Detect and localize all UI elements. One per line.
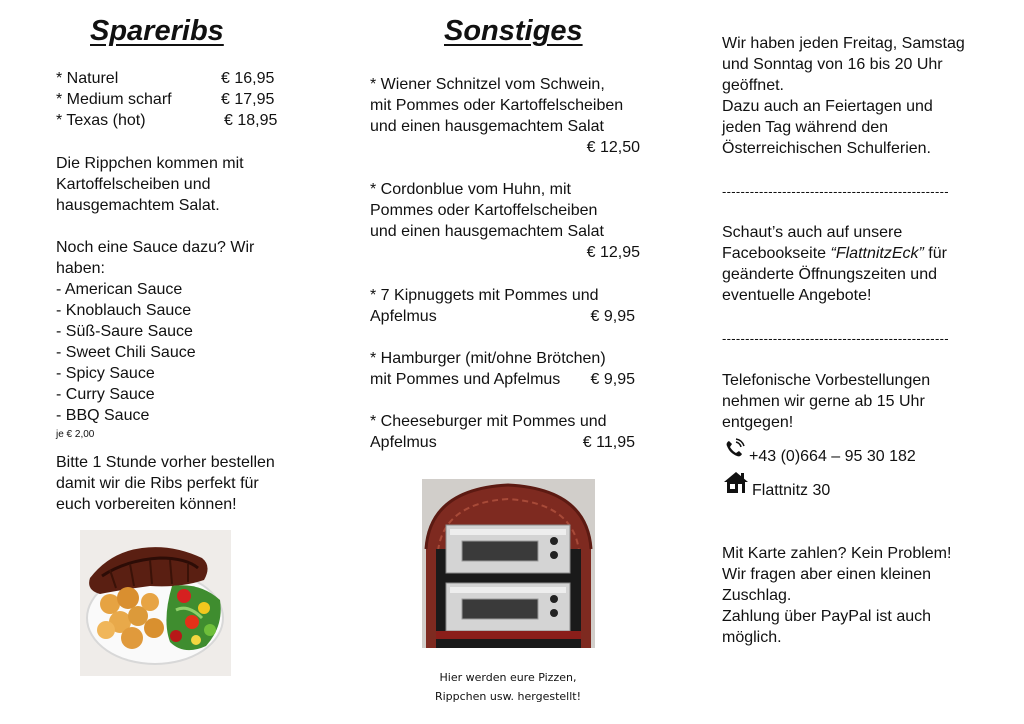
menu-item-line: mit Pommes oder Kartoffelscheiben (370, 97, 624, 114)
opening-hours-line: Österreichischen Schulferien. (722, 140, 931, 157)
menu-item-hamburger (370, 348, 635, 390)
opening-hours-line: jeden Tag während den (722, 119, 889, 136)
sauce-item: - Sweet Chili Sauce (56, 344, 196, 361)
opening-hours-line: und Sonntag von 16 bis 20 Uhr (722, 56, 943, 73)
sauce-item: - Süß-Saure Sauce (56, 323, 193, 340)
spareribs-info-line: Die Rippchen kommen mit (56, 155, 244, 172)
menu-item-line: * Wiener Schnitzel vom Schwein, (370, 76, 605, 93)
facebook-note-line: für (923, 245, 947, 262)
menu-item-price: € 9,95 (590, 308, 635, 325)
oven-caption-line: Rippchen usw. hergestellt! (434, 690, 582, 703)
menu-item-cordonblue (370, 179, 640, 263)
order-note-line: euch vorbereiten können! (56, 496, 237, 513)
order-note-line: Bitte 1 Stunde vorher bestellen (56, 454, 275, 471)
payment-note (722, 543, 951, 648)
pizza-oven-photo (422, 479, 595, 648)
menu-item-line: Apfelmus (370, 308, 437, 325)
menu-item-price: € 12,95 (586, 244, 640, 261)
payment-note-line: Zuschlag. (722, 587, 792, 604)
sonstiges-title: Sonstiges (444, 15, 583, 47)
sauce-question-line: Noch eine Sauce dazu? Wir (56, 239, 255, 256)
separator-2: ------------------------------------------------- (722, 331, 949, 346)
menu-item-cheeseburger (370, 411, 635, 453)
menu-item-line: und einen hausgemachtem Salat (370, 223, 604, 240)
facebook-note-line: Schaut’s auch auf unsere (722, 224, 903, 241)
ribs-photo (80, 530, 231, 676)
menu-item-line: Pommes oder Kartoffelscheiben (370, 202, 598, 219)
phone-icon (723, 436, 747, 460)
house-icon (723, 470, 749, 494)
sauce-item: - Spicy Sauce (56, 365, 155, 382)
facebook-note-line: geänderte Öffnungszeiten und (722, 266, 937, 283)
menu-item-line: Apfelmus (370, 434, 437, 451)
menu-item-line: * Cheeseburger mit Pommes und (370, 413, 607, 430)
order-note-line: damit wir die Ribs perfekt für (56, 475, 259, 492)
phone-intro-line: Telefonische Vorbestellungen (722, 372, 931, 389)
order-note (56, 452, 275, 515)
menu-item-kipnuggets (370, 285, 635, 327)
spareribs-item-medium-price: € 17,95 (221, 91, 275, 108)
sauce-question (56, 237, 254, 279)
sauce-list (56, 279, 196, 426)
facebook-note-line: eventuelle Angebote! (722, 287, 872, 304)
sauce-item: - American Sauce (56, 281, 183, 298)
spareribs-info-line: hausgemachtem Salat. (56, 197, 220, 214)
payment-note-line: Zahlung über PayPal ist auch (722, 608, 932, 625)
sauce-item: - Curry Sauce (56, 386, 155, 403)
spareribs-item-texas-price: € 18,95 (224, 112, 278, 129)
facebook-page-name: “FlattnitzEck” (830, 245, 924, 262)
spareribs-item-texas-name: * Texas (hot) (56, 112, 146, 129)
sauce-item: - Knoblauch Sauce (56, 302, 192, 319)
phone-intro-line: entgegen! (722, 414, 794, 431)
facebook-note (722, 222, 947, 306)
separator-1: ------------------------------------------------- (722, 184, 949, 199)
phone-intro (722, 370, 930, 433)
spareribs-title: Spareribs (90, 15, 224, 47)
spareribs-info-line: Kartoffelscheiben und (56, 176, 211, 193)
oven-caption-line: Hier werden eure Pizzen, (439, 671, 577, 684)
menu-item-line: mit Pommes und Apfelmus (370, 371, 561, 388)
menu-item-price: € 12,50 (586, 139, 640, 156)
spareribs-info (56, 153, 244, 216)
menu-item-line: und einen hausgemachtem Salat (370, 118, 604, 135)
payment-note-line: möglich. (722, 629, 782, 646)
facebook-note-line: Facebookseite (722, 245, 831, 262)
menu-item-line: * Cordonblue vom Huhn, mit (370, 181, 571, 198)
payment-note-line: Mit Karte zahlen? Kein Problem! (722, 545, 952, 562)
spareribs-item-naturel-price: € 16,95 (221, 70, 275, 87)
sauce-question-line: haben: (56, 260, 105, 277)
opening-hours (722, 33, 965, 159)
sauce-item: - BBQ Sauce (56, 407, 150, 424)
payment-note-line: Wir fragen aber einen kleinen (722, 566, 932, 583)
opening-hours-line: Dazu auch an Feiertagen und (722, 98, 933, 115)
opening-hours-line: geöffnet. (722, 77, 784, 94)
menu-item-price: € 11,95 (582, 434, 635, 451)
menu-item-price: € 9,95 (590, 371, 635, 388)
address: Flattnitz 30 (752, 482, 831, 499)
spareribs-item-naturel-name: * Naturel (56, 70, 119, 87)
phone-intro-line: nehmen wir gerne ab 15 Uhr (722, 393, 925, 410)
oven-caption (400, 668, 616, 706)
sauce-price: je € 2,00 (56, 429, 95, 440)
spareribs-item-medium-name: * Medium scharf (56, 91, 172, 108)
menu-item-schnitzel (370, 74, 640, 158)
menu-item-line: * Hamburger (mit/ohne Brötchen) (370, 350, 606, 367)
menu-item-line: * 7 Kipnuggets mit Pommes und (370, 287, 599, 304)
phone-number: +43 (0)664 – 95 30 182 (749, 448, 916, 465)
opening-hours-line: Wir haben jeden Freitag, Samstag (722, 35, 965, 52)
